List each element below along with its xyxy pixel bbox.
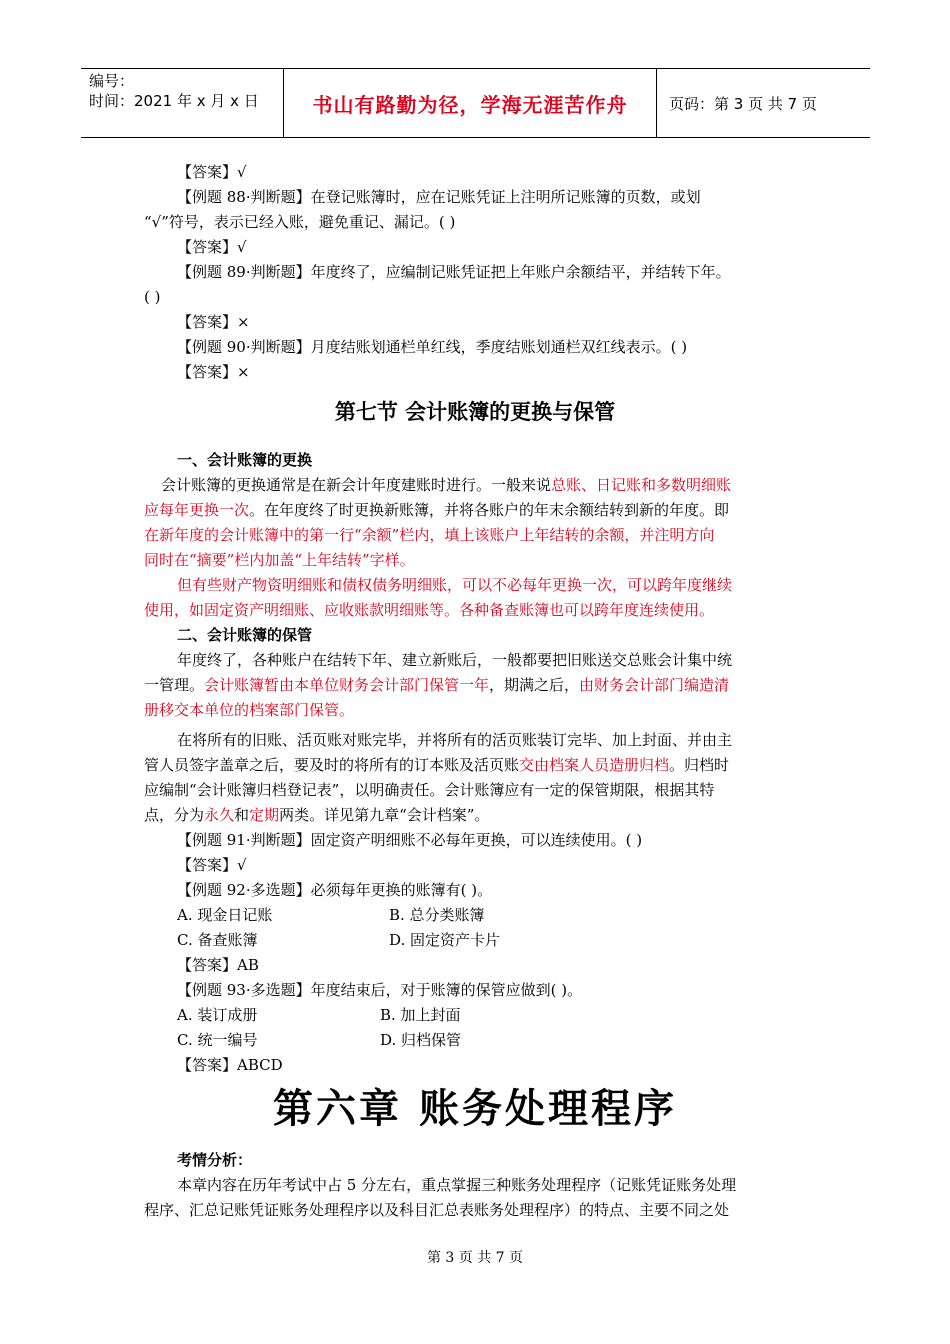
question-88-line2: “√”符号，表示已经入账，避免重记、漏记。( ) [144, 213, 456, 231]
question-90: 【例题 90·判断题】月度结账划通栏单红线，季度结账划通栏双红线表示。( ) [177, 338, 688, 356]
highlight-text: 交由档案人员造册归档 [519, 756, 670, 774]
question-93-options-row2 [144, 1028, 806, 1053]
highlight-text: 总账、日记账和多数明细账 [551, 476, 732, 494]
paragraph-4-line2 [144, 753, 806, 778]
option-a: A. 现金日记账 [177, 906, 273, 924]
highlight-text: 定期 [249, 806, 280, 824]
chapter-6-title: 第六章 账务处理程序 [273, 1085, 677, 1132]
paragraph-1-line2 [144, 498, 806, 523]
highlight-text: 会计账簿暂由本单位财务会计部门保管一年 [204, 676, 490, 694]
text-run: ，期满之后， [489, 676, 580, 694]
question-92-options-row2 [144, 928, 806, 953]
text-run: 会计账簿的更换通常是在新会计年度建账时进行。一般来说 [161, 476, 552, 494]
highlight-text: 应每年更换一次 [144, 501, 250, 519]
question-92-options-row1 [144, 903, 806, 928]
exam-analysis-label: 考情分析： [177, 1151, 253, 1169]
answer-88: 【答案】√ [177, 238, 247, 256]
document-body [144, 160, 806, 1223]
exam-analysis-line2: 程序、汇总记账凭证账务处理程序以及科目汇总表账务处理程序）的特点、主要不同之处 [144, 1201, 730, 1219]
answer-92: 【答案】AB [177, 956, 259, 974]
question-88-line1: 【例题 88·判断题】在登记账簿时，应在记账凭证上注明所记账簿的页数，或划 [177, 188, 701, 206]
paragraph-4-line3: 应编制“会计账簿归档登记表”，以明确责任。会计账簿应有一定的保管期限，根据其特 [144, 781, 715, 799]
page-footer: 第 3 页 共 7 页 [426, 1250, 524, 1266]
text-run: 两类。详见第九章“会计档案”。 [279, 806, 490, 824]
option-b: B. 加上封面 [380, 1006, 461, 1024]
question-93-options-row1 [144, 1003, 806, 1028]
highlight-text: 由财务会计部门编造清 [579, 676, 730, 694]
question-89-line1: 【例题 89·判断题】年度终了，应编制记账凭证把上年账户余额结平，并结转下年。 [177, 263, 731, 281]
header-page-info: 页码：第 3 页 共 7 页 [669, 94, 817, 113]
subsection-1-heading: 一、会计账簿的更换 [177, 451, 313, 469]
option-c: C. 统一编号 [177, 1031, 258, 1049]
paragraph-3-line2 [144, 673, 806, 698]
question-92: 【例题 92·多选题】必须每年更换的账簿有( )。 [177, 881, 493, 899]
option-d: D. 归档保管 [380, 1031, 462, 1049]
question-93: 【例题 93·多选题】年度结束后，对于账簿的保管应做到( )。 [177, 981, 583, 999]
subsection-2-heading: 二、会计账簿的保管 [177, 626, 313, 644]
paragraph-2-line2: 使用，如固定资产明细账、应收账款明细账等。各种备查账簿也可以跨年度连续使用。 [144, 601, 715, 619]
header-motto: 书山有路勤为径，学海无涯苦作舟 [284, 69, 657, 137]
paragraph-3-line3: 册移交本单位的档案部门保管。 [144, 701, 355, 719]
highlight-text: 永久 [204, 806, 235, 824]
paragraph-1-line1 [144, 473, 806, 498]
text-run: 。归档时 [669, 756, 730, 774]
answer-93: 【答案】ABCD [177, 1056, 283, 1074]
text-run: 管人员签字盖章之后，要及时的将所有的订本账及活页账 [144, 756, 520, 774]
text-run: 点，分为 [144, 806, 205, 824]
paragraph-2-line1: 但有些财产物资明细账和债权债务明细账，可以不必每年更换一次，可以跨年度继续 [177, 576, 733, 594]
question-89-line2: ( ) [144, 288, 161, 306]
answer-87: 【答案】√ [177, 163, 247, 181]
paragraph-3-line1: 年度终了，各种账户在结转下年、建立新账后，一般都要把旧账送交总账会计集中统 [177, 651, 733, 669]
text-run: 。在年度终了时更换新账簿，并将各账户的年末余额结转到新的年度。即 [249, 501, 730, 519]
exam-analysis-line1: 本章内容在历年考试中占 5 分左右，重点掌握三种账务处理程序（记账凭证账务处理 [177, 1176, 737, 1194]
option-a: A. 装订成册 [177, 1006, 258, 1024]
doc-number-label: 编号： [89, 72, 135, 90]
paragraph-4-line4 [144, 803, 806, 828]
question-91: 【例题 91·判断题】固定资产明细账不必每年更换，可以连续使用。( ) [177, 831, 643, 849]
paragraph-1-line3: 在新年度的会计账簿中的第一行“余额”栏内，填上该账户上年结转的余额，并注明方向 [144, 526, 715, 544]
answer-91: 【答案】√ [177, 856, 247, 874]
option-d: D. 固定资产卡片 [389, 931, 501, 949]
header-meta [81, 69, 284, 137]
paragraph-4-line1: 在将所有的旧账、活页账对账完毕，并将所有的活页账装订完毕、加上封面、并由主 [177, 731, 733, 749]
option-c: C. 备查账簿 [177, 931, 258, 949]
answer-90: 【答案】× [177, 363, 250, 381]
text-run: 和 [234, 806, 250, 824]
text-run: 一管理。 [144, 676, 205, 694]
page-header [81, 68, 870, 138]
paragraph-1-line4: 同时在“摘要”栏内加盖“上年结转”字样。 [144, 551, 415, 569]
option-b: B. 总分类账簿 [389, 906, 485, 924]
answer-89: 【答案】× [177, 313, 250, 331]
section-7-title: 第七节 会计账簿的更换与保管 [334, 400, 616, 424]
doc-time: 时间：2021 年 x 月 x 日 [89, 92, 259, 110]
